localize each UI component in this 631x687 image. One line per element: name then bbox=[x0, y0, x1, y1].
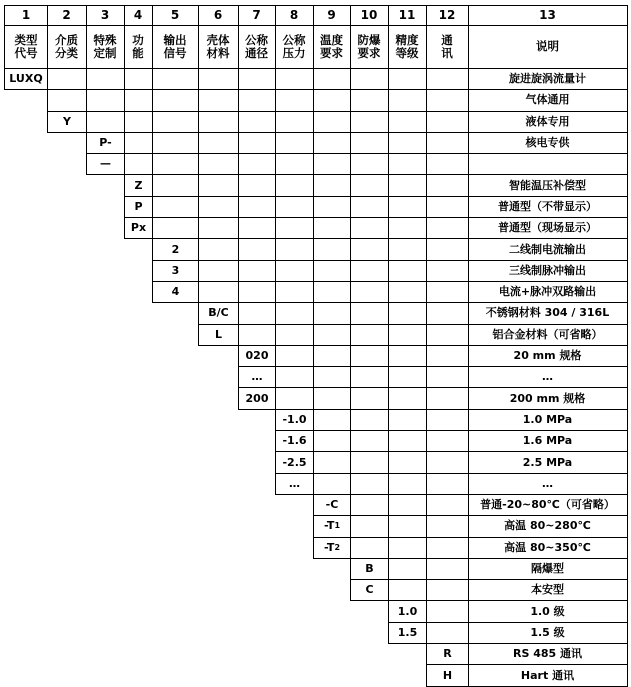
empty-cell bbox=[124, 89, 153, 111]
empty-cell bbox=[152, 196, 199, 218]
description-cell: 本安型 bbox=[468, 579, 628, 601]
empty-cell bbox=[152, 153, 199, 175]
empty-cell bbox=[350, 196, 389, 218]
empty-cell bbox=[426, 345, 469, 367]
empty-cell bbox=[275, 196, 314, 218]
empty-cell bbox=[350, 473, 389, 495]
empty-cell bbox=[350, 494, 389, 516]
column-number: 12 bbox=[426, 5, 469, 26]
empty-cell bbox=[86, 89, 125, 111]
code-subscript: 1 bbox=[334, 521, 341, 531]
option-code-cell: P bbox=[124, 196, 153, 218]
description-cell bbox=[468, 153, 628, 175]
empty-cell bbox=[388, 302, 427, 324]
empty-cell bbox=[313, 281, 351, 303]
empty-cell bbox=[313, 366, 351, 388]
column-header: 输出 信号 bbox=[152, 25, 199, 69]
empty-cell bbox=[350, 111, 389, 133]
option-code-cell bbox=[47, 89, 87, 111]
empty-cell bbox=[86, 111, 125, 133]
empty-cell bbox=[198, 111, 239, 133]
empty-cell bbox=[426, 409, 469, 431]
empty-cell bbox=[426, 324, 469, 346]
column-number: 2 bbox=[47, 5, 87, 26]
empty-cell bbox=[426, 238, 469, 260]
option-code-cell: L bbox=[198, 324, 239, 346]
empty-cell bbox=[350, 175, 389, 197]
empty-cell bbox=[152, 68, 199, 90]
option-code-cell: 2 bbox=[152, 238, 199, 260]
empty-cell bbox=[388, 281, 427, 303]
empty-cell bbox=[152, 111, 199, 133]
empty-cell bbox=[426, 451, 469, 473]
column-header: 精度 等级 bbox=[388, 25, 427, 69]
empty-cell bbox=[198, 238, 239, 260]
description-cell: 智能温压补偿型 bbox=[468, 175, 628, 197]
empty-cell bbox=[350, 302, 389, 324]
empty-cell bbox=[313, 473, 351, 495]
column-number: 4 bbox=[124, 5, 153, 26]
empty-cell bbox=[388, 345, 427, 367]
empty-cell bbox=[313, 260, 351, 282]
description-cell: 高温 80~280℃ bbox=[468, 515, 628, 537]
option-code-cell: — bbox=[86, 153, 125, 175]
option-code-cell: R bbox=[426, 643, 469, 665]
column-header: 温度 要求 bbox=[313, 25, 351, 69]
description-cell: 铝合金材料（可省略） bbox=[468, 324, 628, 346]
empty-cell bbox=[313, 409, 351, 431]
empty-cell bbox=[47, 68, 87, 90]
description-cell: 1.5 级 bbox=[468, 622, 628, 644]
description-cell: RS 485 通讯 bbox=[468, 643, 628, 665]
option-code-cell: Z bbox=[124, 175, 153, 197]
option-code-cell: Y bbox=[47, 111, 87, 133]
column-number: 11 bbox=[388, 5, 427, 26]
column-header: 通 讯 bbox=[426, 25, 469, 69]
option-code-cell: -T 2 bbox=[313, 537, 351, 559]
empty-cell bbox=[426, 537, 469, 559]
description-cell: 气体通用 bbox=[468, 89, 628, 111]
empty-cell bbox=[198, 281, 239, 303]
empty-cell bbox=[198, 175, 239, 197]
empty-cell bbox=[275, 260, 314, 282]
description-cell: 2.5 MPa bbox=[468, 451, 628, 473]
option-code-cell: B/C bbox=[198, 302, 239, 324]
empty-cell bbox=[388, 89, 427, 111]
empty-cell bbox=[350, 366, 389, 388]
empty-cell bbox=[313, 68, 351, 90]
empty-cell bbox=[198, 68, 239, 90]
empty-cell bbox=[275, 345, 314, 367]
option-code-cell: H bbox=[426, 664, 469, 686]
description-cell: 1.0 MPa bbox=[468, 409, 628, 431]
description-cell: … bbox=[468, 366, 628, 388]
empty-cell bbox=[350, 217, 389, 239]
column-number: 8 bbox=[275, 5, 314, 26]
empty-cell bbox=[426, 302, 469, 324]
option-code-cell: P- bbox=[86, 132, 125, 154]
column-number: 6 bbox=[198, 5, 239, 26]
empty-cell bbox=[275, 302, 314, 324]
empty-cell bbox=[238, 89, 276, 111]
empty-cell bbox=[388, 153, 427, 175]
option-code-cell: 3 bbox=[152, 260, 199, 282]
column-header: 类型 代号 bbox=[4, 25, 48, 69]
empty-cell bbox=[313, 430, 351, 452]
empty-cell bbox=[426, 515, 469, 537]
empty-cell bbox=[238, 68, 276, 90]
description-cell: 1.6 MPa bbox=[468, 430, 628, 452]
empty-cell bbox=[426, 175, 469, 197]
empty-cell bbox=[313, 196, 351, 218]
empty-cell bbox=[388, 473, 427, 495]
empty-cell bbox=[275, 238, 314, 260]
description-cell: 隔爆型 bbox=[468, 558, 628, 580]
empty-cell bbox=[388, 132, 427, 154]
empty-cell bbox=[426, 601, 469, 623]
empty-cell bbox=[124, 111, 153, 133]
column-number: 13 bbox=[468, 5, 628, 26]
empty-cell bbox=[388, 238, 427, 260]
empty-cell bbox=[426, 68, 469, 90]
column-header: 功 能 bbox=[124, 25, 153, 69]
empty-cell bbox=[275, 175, 314, 197]
empty-cell bbox=[426, 111, 469, 133]
empty-cell bbox=[388, 111, 427, 133]
empty-cell bbox=[388, 430, 427, 452]
empty-cell bbox=[313, 175, 351, 197]
column-header: 说明 bbox=[468, 25, 628, 69]
empty-cell bbox=[350, 451, 389, 473]
empty-cell bbox=[198, 260, 239, 282]
description-cell: 200 mm 规格 bbox=[468, 388, 628, 410]
empty-cell bbox=[426, 622, 469, 644]
empty-cell bbox=[238, 238, 276, 260]
option-code-cell: 200 bbox=[238, 388, 276, 410]
description-cell: 三线制脉冲输出 bbox=[468, 260, 628, 282]
empty-cell bbox=[426, 196, 469, 218]
column-header: 壳体 材料 bbox=[198, 25, 239, 69]
empty-cell bbox=[275, 324, 314, 346]
description-cell: 20 mm 规格 bbox=[468, 345, 628, 367]
empty-cell bbox=[426, 473, 469, 495]
empty-cell bbox=[426, 579, 469, 601]
option-code-cell: 1.0 bbox=[388, 601, 427, 623]
empty-cell bbox=[426, 430, 469, 452]
empty-cell bbox=[426, 281, 469, 303]
option-code-cell: LUXQ bbox=[4, 68, 48, 90]
empty-cell bbox=[152, 132, 199, 154]
description-cell: 1.0 级 bbox=[468, 601, 628, 623]
empty-cell bbox=[198, 196, 239, 218]
empty-cell bbox=[350, 132, 389, 154]
description-cell: 高温 80~350℃ bbox=[468, 537, 628, 559]
empty-cell bbox=[275, 68, 314, 90]
empty-cell bbox=[313, 217, 351, 239]
empty-cell bbox=[313, 111, 351, 133]
column-number: 7 bbox=[238, 5, 276, 26]
empty-cell bbox=[388, 68, 427, 90]
empty-cell bbox=[238, 196, 276, 218]
empty-cell bbox=[426, 558, 469, 580]
empty-cell bbox=[198, 132, 239, 154]
description-cell: 电流+脉冲双路输出 bbox=[468, 281, 628, 303]
empty-cell bbox=[388, 217, 427, 239]
empty-cell bbox=[275, 132, 314, 154]
empty-cell bbox=[124, 153, 153, 175]
empty-cell bbox=[350, 430, 389, 452]
column-number: 10 bbox=[350, 5, 389, 26]
empty-cell bbox=[238, 217, 276, 239]
empty-cell bbox=[388, 579, 427, 601]
empty-cell bbox=[313, 451, 351, 473]
empty-cell bbox=[426, 494, 469, 516]
option-code-cell: B bbox=[350, 558, 389, 580]
option-code-cell: -1.6 bbox=[275, 430, 314, 452]
empty-cell bbox=[198, 217, 239, 239]
empty-cell bbox=[238, 302, 276, 324]
empty-cell bbox=[426, 132, 469, 154]
option-code-cell: … bbox=[238, 366, 276, 388]
empty-cell bbox=[350, 324, 389, 346]
empty-cell bbox=[238, 260, 276, 282]
option-code-cell: … bbox=[275, 473, 314, 495]
code-subscript: 2 bbox=[334, 542, 341, 552]
empty-cell bbox=[313, 345, 351, 367]
column-number: 9 bbox=[313, 5, 351, 26]
empty-cell bbox=[238, 132, 276, 154]
empty-cell bbox=[124, 132, 153, 154]
empty-cell bbox=[275, 89, 314, 111]
option-code-cell: -2.5 bbox=[275, 451, 314, 473]
empty-cell bbox=[313, 89, 351, 111]
description-cell: … bbox=[468, 473, 628, 495]
empty-cell bbox=[152, 89, 199, 111]
empty-cell bbox=[426, 366, 469, 388]
empty-cell bbox=[238, 281, 276, 303]
column-header: 公称 通径 bbox=[238, 25, 276, 69]
option-code-cell: Px bbox=[124, 217, 153, 239]
description-cell: 旋进旋涡流量计 bbox=[468, 68, 628, 90]
empty-cell bbox=[275, 217, 314, 239]
column-header: 特殊 定制 bbox=[86, 25, 125, 69]
empty-cell bbox=[198, 89, 239, 111]
empty-cell bbox=[275, 281, 314, 303]
empty-cell bbox=[275, 153, 314, 175]
column-header: 介质 分类 bbox=[47, 25, 87, 69]
empty-cell bbox=[275, 388, 314, 410]
empty-cell bbox=[275, 366, 314, 388]
empty-cell bbox=[350, 388, 389, 410]
column-header: 公称 压力 bbox=[275, 25, 314, 69]
empty-cell bbox=[350, 153, 389, 175]
empty-cell bbox=[388, 388, 427, 410]
column-number: 5 bbox=[152, 5, 199, 26]
empty-cell bbox=[388, 260, 427, 282]
option-code-cell: 4 bbox=[152, 281, 199, 303]
description-cell: Hart 通讯 bbox=[468, 664, 628, 686]
empty-cell bbox=[426, 388, 469, 410]
empty-cell bbox=[350, 68, 389, 90]
option-code-cell: -1.0 bbox=[275, 409, 314, 431]
empty-cell bbox=[388, 515, 427, 537]
description-cell: 不锈钢材料 304 / 316L bbox=[468, 302, 628, 324]
empty-cell bbox=[238, 175, 276, 197]
empty-cell bbox=[388, 324, 427, 346]
empty-cell bbox=[313, 388, 351, 410]
empty-cell bbox=[238, 111, 276, 133]
column-number: 1 bbox=[4, 5, 48, 26]
empty-cell bbox=[313, 324, 351, 346]
empty-cell bbox=[426, 217, 469, 239]
empty-cell bbox=[350, 537, 389, 559]
empty-cell bbox=[350, 409, 389, 431]
option-code-cell: -C bbox=[313, 494, 351, 516]
empty-cell bbox=[238, 153, 276, 175]
option-code-cell: C bbox=[350, 579, 389, 601]
empty-cell bbox=[152, 217, 199, 239]
empty-cell bbox=[388, 196, 427, 218]
empty-cell bbox=[124, 68, 153, 90]
empty-cell bbox=[152, 175, 199, 197]
empty-cell bbox=[350, 281, 389, 303]
option-code-cell: -T 1 bbox=[313, 515, 351, 537]
empty-cell bbox=[313, 132, 351, 154]
empty-cell bbox=[388, 409, 427, 431]
description-cell: 普通型（现场显示） bbox=[468, 217, 628, 239]
column-number: 3 bbox=[86, 5, 125, 26]
empty-cell bbox=[388, 175, 427, 197]
description-cell: 核电专供 bbox=[468, 132, 628, 154]
empty-cell bbox=[350, 260, 389, 282]
description-cell: 普通型（不带显示） bbox=[468, 196, 628, 218]
column-header: 防爆 要求 bbox=[350, 25, 389, 69]
description-cell: 液体专用 bbox=[468, 111, 628, 133]
empty-cell bbox=[426, 260, 469, 282]
empty-cell bbox=[313, 153, 351, 175]
empty-cell bbox=[198, 153, 239, 175]
empty-cell bbox=[388, 494, 427, 516]
empty-cell bbox=[350, 89, 389, 111]
empty-cell bbox=[426, 153, 469, 175]
option-code-cell: 020 bbox=[238, 345, 276, 367]
description-cell: 二线制电流输出 bbox=[468, 238, 628, 260]
empty-cell bbox=[86, 68, 125, 90]
option-code-cell: 1.5 bbox=[388, 622, 427, 644]
empty-cell bbox=[350, 515, 389, 537]
empty-cell bbox=[275, 111, 314, 133]
empty-cell bbox=[350, 345, 389, 367]
description-cell: 普通-20~80℃（可省略） bbox=[468, 494, 628, 516]
empty-cell bbox=[313, 302, 351, 324]
empty-cell bbox=[388, 451, 427, 473]
empty-cell bbox=[313, 238, 351, 260]
empty-cell bbox=[388, 558, 427, 580]
empty-cell bbox=[426, 89, 469, 111]
empty-cell bbox=[388, 537, 427, 559]
empty-cell bbox=[388, 366, 427, 388]
empty-cell bbox=[350, 238, 389, 260]
empty-cell bbox=[238, 324, 276, 346]
